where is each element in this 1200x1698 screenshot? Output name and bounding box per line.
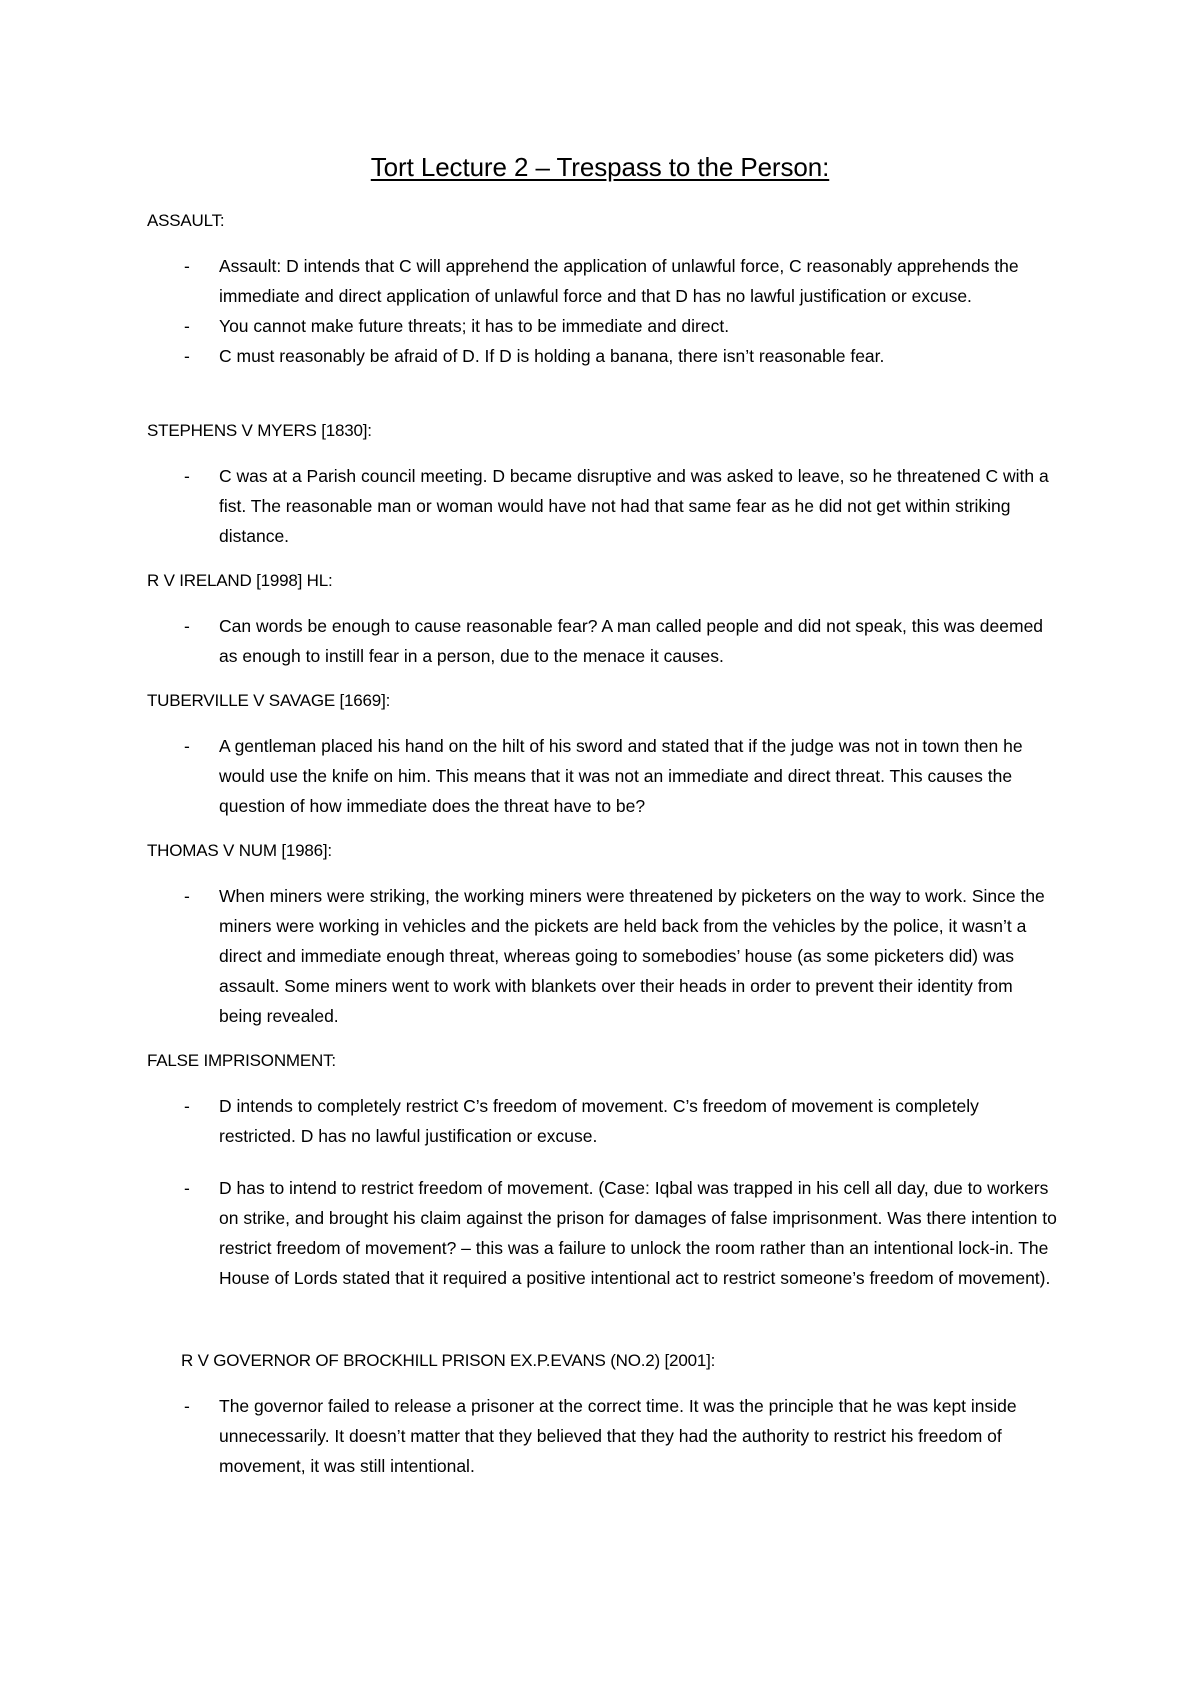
section-heading-stephens-v-myers: STEPHENS V MYERS [1830]: — [147, 421, 372, 440]
bullet-dash: - — [184, 1096, 190, 1116]
list-item — [0, 881, 1059, 1031]
bullet-dash: - — [184, 1178, 190, 1198]
list-item — [0, 461, 1059, 551]
bullet-text: When miners were striking, the working miners were threatened by picketers on the way to work. Since the miners were working in vehicles and the pickets are held back from the vehicles by the police, it wasn’t a direct and immediate enough threat, whereas going to somebodies’ house (as some picketers did) was assault. Some miners went to work with blankets over their heads in order to prevent their identity from being revealed. — [219, 886, 1045, 1026]
section-heading-r-v-governor-of-brockhill-prison: R V GOVERNOR OF BROCKHILL PRISON EX.P.EVANS (NO.2) [2001]: — [181, 1351, 716, 1370]
section-heading-false-imprisonment: FALSE IMPRISONMENT: — [147, 1051, 336, 1070]
section-heading-thomas-v-num: THOMAS V NUM [1986]: — [147, 841, 332, 860]
bullet-text: The governor failed to release a prisoner at the correct time. It was the principle that he was kept inside unnecessarily. It doesn’t matter that they believed that they had the authority to restrict his freedom of movement, it was still intentional. — [219, 1396, 1017, 1476]
bullet-dash: - — [184, 256, 190, 276]
section-heading-r-v-ireland: R V IRELAND [1998] HL: — [147, 571, 333, 590]
list-item — [0, 1173, 1059, 1293]
bullet-text: Assault: D intends that C will apprehend the application of unlawful force, C reasonably apprehends the immediate and direct application of unlawful force and that D has no lawful justification or excuse. — [219, 256, 1019, 306]
bullet-dash: - — [184, 616, 190, 636]
list-item — [0, 1091, 1059, 1151]
section-heading-assault: ASSAULT: — [147, 211, 225, 230]
list-item — [0, 341, 1059, 371]
bullet-dash: - — [184, 886, 190, 906]
bullet-list-r-v-ireland — [0, 611, 1059, 671]
bullet-list-false-imprisonment — [0, 1091, 1059, 1293]
list-item — [0, 311, 1059, 341]
bullet-text: You cannot make future threats; it has to be immediate and direct. — [219, 316, 730, 336]
bullet-list-r-v-governor-of-brockhill-prison — [0, 1391, 1059, 1481]
bullet-text: D intends to completely restrict C’s freedom of movement. C’s freedom of movement is completely restricted. D has no lawful justification or excuse. — [219, 1096, 979, 1146]
list-item — [0, 731, 1059, 821]
bullet-dash: - — [184, 1396, 190, 1416]
bullet-text: C was at a Parish council meeting. D became disruptive and was asked to leave, so he threatened C with a fist. The reasonable man or woman would have not had that same fear as he did not get within striking distance. — [219, 466, 1049, 546]
bullet-text: A gentleman placed his hand on the hilt of his sword and stated that if the judge was not in town then he would use the knife on him. This means that it was not an immediate and direct threat. This causes the question of how immediate does the threat have to be? — [219, 736, 1023, 816]
bullet-dash: - — [184, 316, 190, 336]
bullet-text: D has to intend to restrict freedom of movement. (Case: Iqbal was trapped in his cell all day, due to workers on strike, and brought his claim against the prison for damages of false imprisonment. Was there intention to restrict freedom of movement? – this was a failure to unlock the room rather than an intentional lock-in. The House of Lords stated that it required a positive intentional act to restrict someone’s freedom of movement). — [219, 1178, 1057, 1288]
bullet-dash: - — [184, 736, 190, 756]
document-title: Tort Lecture 2 – Trespass to the Person: — [370, 152, 830, 182]
bullet-list-tuberville-v-savage — [0, 731, 1059, 821]
list-item — [0, 611, 1059, 671]
bullet-list-thomas-v-num — [0, 881, 1059, 1031]
bullet-list-assault — [0, 251, 1059, 371]
section-heading-tuberville-v-savage: TUBERVILLE V SAVAGE [1669]: — [147, 691, 391, 710]
bullet-dash: - — [184, 466, 190, 486]
bullet-text: C must reasonably be afraid of D. If D is holding a banana, there isn’t reasonable fear. — [219, 346, 885, 366]
bullet-list-stephens-v-myers — [0, 461, 1059, 551]
list-item — [0, 1391, 1059, 1481]
bullet-dash: - — [184, 346, 190, 366]
list-item — [0, 251, 1059, 311]
bullet-text: Can words be enough to cause reasonable fear? A man called people and did not speak, this was deemed as enough to instill fear in a person, due to the menace it causes. — [219, 616, 1044, 666]
